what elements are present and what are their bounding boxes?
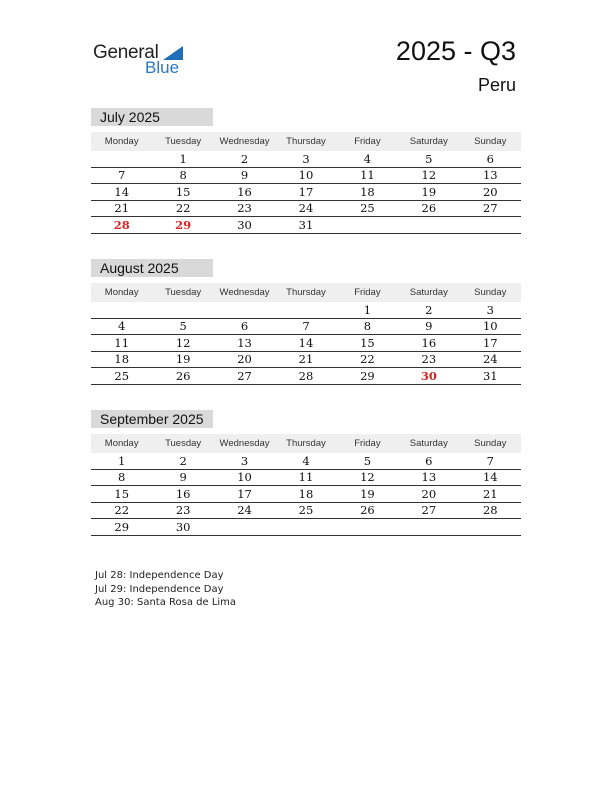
week-row	[91, 502, 521, 519]
weekday-header: Thursday	[275, 434, 336, 453]
weekday-header: Thursday	[275, 283, 336, 302]
day-cell: 10	[214, 469, 275, 486]
day-cell: 11	[275, 469, 336, 486]
day-cell: 30	[398, 368, 459, 385]
day-cell: 6	[398, 453, 459, 469]
day-cell: 19	[152, 351, 213, 368]
week-row	[91, 486, 521, 503]
day-cell: 13	[398, 469, 459, 486]
day-cell: 12	[152, 335, 213, 352]
day-cell: 26	[152, 368, 213, 385]
day-cell	[460, 519, 521, 536]
week-row	[91, 200, 521, 217]
day-cell: 17	[460, 335, 521, 352]
day-cell: 27	[460, 200, 521, 217]
day-cell	[275, 519, 336, 536]
day-cell: 15	[152, 184, 213, 201]
day-cell: 11	[91, 335, 152, 352]
day-cell: 29	[152, 217, 213, 234]
day-cell: 25	[275, 502, 336, 519]
week-row	[91, 302, 521, 318]
day-cell: 1	[152, 151, 213, 167]
week-row	[91, 217, 521, 234]
day-cell: 14	[91, 184, 152, 201]
day-cell	[275, 302, 336, 318]
day-cell: 4	[337, 151, 398, 167]
day-cell: 18	[337, 184, 398, 201]
day-cell: 7	[460, 453, 521, 469]
day-cell: 19	[337, 486, 398, 503]
day-cell: 10	[460, 318, 521, 335]
day-cell: 14	[460, 469, 521, 486]
day-cell	[337, 519, 398, 536]
day-cell: 28	[275, 368, 336, 385]
day-cell: 26	[398, 200, 459, 217]
day-cell: 6	[214, 318, 275, 335]
day-cell: 16	[152, 486, 213, 503]
day-cell	[460, 217, 521, 234]
weekday-header: Tuesday	[152, 434, 213, 453]
weekday-header: Wednesday	[214, 132, 275, 151]
day-cell: 18	[91, 351, 152, 368]
week-row	[91, 453, 521, 469]
week-row	[91, 519, 521, 536]
day-cell: 16	[398, 335, 459, 352]
day-cell: 13	[460, 167, 521, 184]
holiday-note: Jul 28: Independence Day	[95, 570, 224, 581]
day-cell: 5	[337, 453, 398, 469]
weekday-header: Saturday	[398, 132, 459, 151]
month-july	[91, 108, 521, 234]
day-cell	[214, 519, 275, 536]
day-cell: 11	[337, 167, 398, 184]
week-row	[91, 184, 521, 201]
day-cell: 10	[275, 167, 336, 184]
day-cell: 3	[275, 151, 336, 167]
day-cell: 23	[398, 351, 459, 368]
day-cell: 3	[214, 453, 275, 469]
weekday-header: Monday	[91, 283, 152, 302]
day-cell: 5	[152, 318, 213, 335]
page-title: 2025 - Q3	[395, 36, 516, 66]
day-cell: 12	[337, 469, 398, 486]
day-cell: 6	[460, 151, 521, 167]
day-cell: 12	[398, 167, 459, 184]
day-cell: 9	[398, 318, 459, 335]
day-cell: 17	[275, 184, 336, 201]
day-cell: 21	[91, 200, 152, 217]
weekday-header: Friday	[337, 283, 398, 302]
weekday-header: Tuesday	[152, 132, 213, 151]
weekday-header: Tuesday	[152, 283, 213, 302]
day-cell	[398, 519, 459, 536]
day-cell: 29	[337, 368, 398, 385]
weekday-header: Wednesday	[214, 283, 275, 302]
week-row	[91, 368, 521, 385]
day-cell: 15	[337, 335, 398, 352]
day-cell: 30	[214, 217, 275, 234]
day-cell	[214, 302, 275, 318]
country-name: Peru	[477, 75, 516, 95]
holiday-notes	[95, 569, 236, 610]
generalblue-logo	[93, 40, 193, 80]
day-cell: 20	[398, 486, 459, 503]
day-cell: 31	[275, 217, 336, 234]
day-cell: 18	[275, 486, 336, 503]
weekday-header: Friday	[337, 434, 398, 453]
day-cell: 7	[91, 167, 152, 184]
day-cell: 9	[152, 469, 213, 486]
day-cell: 22	[152, 200, 213, 217]
day-cell: 25	[337, 200, 398, 217]
holiday-note: Jul 29: Independence Day	[95, 583, 224, 595]
day-cell: 13	[214, 335, 275, 352]
week-row	[91, 469, 521, 486]
day-cell: 1	[91, 453, 152, 469]
day-cell: 8	[91, 469, 152, 486]
logo-text-blue: Blue	[145, 58, 180, 77]
day-cell: 1	[337, 302, 398, 318]
day-cell: 8	[337, 318, 398, 335]
weekday-header: Sunday	[460, 283, 521, 302]
weekday-header: Wednesday	[214, 434, 275, 453]
calendar-grid	[91, 283, 521, 385]
day-cell: 2	[152, 453, 213, 469]
day-cell: 21	[275, 351, 336, 368]
day-cell: 3	[460, 302, 521, 318]
day-cell: 15	[91, 486, 152, 503]
day-cell: 30	[152, 519, 213, 536]
month-august	[91, 259, 521, 385]
weekday-header: Friday	[337, 132, 398, 151]
day-cell: 25	[91, 368, 152, 385]
day-cell: 22	[91, 502, 152, 519]
month-title: August 2025	[91, 259, 213, 277]
day-cell: 14	[275, 335, 336, 352]
month-title: September 2025	[91, 410, 213, 428]
day-cell	[337, 217, 398, 234]
day-cell: 4	[275, 453, 336, 469]
day-cell: 7	[275, 318, 336, 335]
day-cell	[398, 217, 459, 234]
day-cell	[152, 302, 213, 318]
day-cell: 19	[398, 184, 459, 201]
day-cell: 27	[214, 368, 275, 385]
day-cell: 16	[214, 184, 275, 201]
week-row	[91, 351, 521, 368]
day-cell: 24	[275, 200, 336, 217]
weekday-header: Monday	[91, 434, 152, 453]
day-cell	[91, 302, 152, 318]
week-row	[91, 335, 521, 352]
calendar-grid	[91, 434, 521, 536]
day-cell: 17	[214, 486, 275, 503]
week-row	[91, 318, 521, 335]
day-cell: 24	[460, 351, 521, 368]
month-september	[91, 410, 521, 536]
weekday-header: Saturday	[398, 434, 459, 453]
week-row	[91, 167, 521, 184]
day-cell: 22	[337, 351, 398, 368]
day-cell: 21	[460, 486, 521, 503]
calendar-grid	[91, 132, 521, 234]
day-cell: 23	[152, 502, 213, 519]
day-cell: 20	[460, 184, 521, 201]
day-cell: 28	[91, 217, 152, 234]
logo-text-general: General	[93, 42, 159, 63]
month-title: July 2025	[91, 108, 213, 126]
week-row	[91, 151, 521, 167]
day-cell: 2	[214, 151, 275, 167]
weekday-header: Thursday	[275, 132, 336, 151]
day-cell: 27	[398, 502, 459, 519]
day-cell: 28	[460, 502, 521, 519]
holiday-note: Aug 30: Santa Rosa de Lima	[95, 597, 237, 608]
day-cell: 4	[91, 318, 152, 335]
day-cell: 31	[460, 368, 521, 385]
day-cell: 29	[91, 519, 152, 536]
weekday-header: Saturday	[398, 283, 459, 302]
day-cell	[91, 151, 152, 167]
day-cell: 23	[214, 200, 275, 217]
day-cell: 24	[214, 502, 275, 519]
day-cell: 8	[152, 167, 213, 184]
weekday-header: Sunday	[460, 434, 521, 453]
day-cell: 20	[214, 351, 275, 368]
day-cell: 9	[214, 167, 275, 184]
day-cell: 5	[398, 151, 459, 167]
day-cell: 26	[337, 502, 398, 519]
weekday-header: Monday	[91, 132, 152, 151]
day-cell: 2	[398, 302, 459, 318]
weekday-header: Sunday	[460, 132, 521, 151]
